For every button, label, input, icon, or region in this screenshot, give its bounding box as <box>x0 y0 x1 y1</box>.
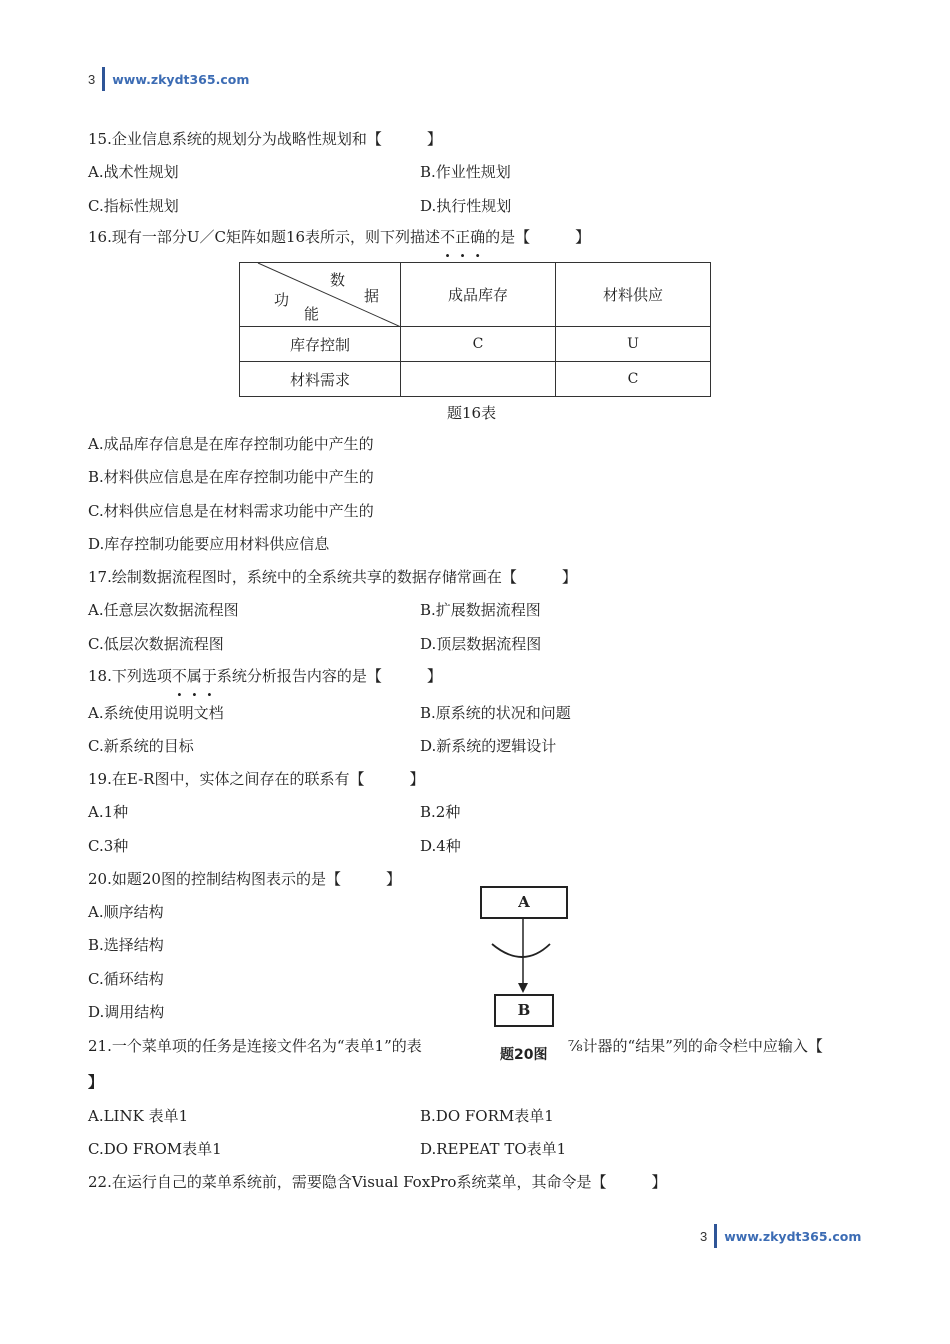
corner-label-data-2: 据 <box>364 287 380 305</box>
q18-option-d: D.新系统的逻辑设计 <box>420 737 557 755</box>
page-footer <box>700 1223 861 1249</box>
table-row <box>240 327 711 362</box>
corner-label-func-2: 能 <box>304 305 320 323</box>
q16-option-c: C.材料供应信息是在材料需求功能中产生的 <box>88 502 374 520</box>
q16-stem-emphasis-3: 确 <box>470 228 486 246</box>
q20-stem: 20.如题20图的控制结构图表示的是【 】 <box>88 870 401 888</box>
q19-option-a: A.1种 <box>88 803 129 821</box>
table-cell: C <box>556 362 711 397</box>
header-divider <box>102 67 105 91</box>
q20-option-b: B.选择结构 <box>88 936 164 954</box>
footer-page-number: 3 <box>700 1228 708 1244</box>
q16-option-b: B.材料供应信息是在库存控制功能中产生的 <box>88 468 374 486</box>
q17-option-c: C.低层次数据流程图 <box>88 635 224 653</box>
q21-stem-right: ⅞计器的“结果”列的命令栏中应输入【 <box>568 1037 823 1055</box>
table-caption: 题16表 <box>447 404 497 422</box>
footer-divider <box>714 1224 717 1248</box>
header-site-link[interactable]: www.zkydt365.com <box>112 71 250 87</box>
q18-option-b: B.原系统的状况和问题 <box>420 704 571 722</box>
q18-stem <box>88 666 442 686</box>
q18-option-a: A.系统使用说明文档 <box>88 704 224 722</box>
corner-label-data-1: 数 <box>330 271 346 289</box>
q15-option-c: C.指标性规划 <box>88 197 179 215</box>
page-header <box>88 66 249 92</box>
q16-stem <box>88 227 590 247</box>
q19-option-d: D.4种 <box>420 837 461 855</box>
q21-option-a: A.LINK 表单1 <box>88 1107 189 1125</box>
q18-stem-post: 系统分析报告内容的是【 】 <box>216 667 442 685</box>
q16-option-d: D.库存控制功能要应用材料供应信息 <box>88 535 330 553</box>
q16-stem-post: 的是【 】 <box>485 228 591 246</box>
q17-option-a: A.任意层次数据流程图 <box>88 601 239 619</box>
table-header-row <box>240 263 711 327</box>
q15-option-b: B.作业性规划 <box>420 163 511 181</box>
q15-option-d: D.执行性规划 <box>420 197 512 215</box>
q17-stem: 17.绘制数据流程图时，系统中的全系统共享的数据存储常画在【 】 <box>88 568 577 586</box>
table-cell: U <box>556 327 711 362</box>
q18-stem-pre: 18.下列选项 <box>88 667 172 685</box>
q17-option-d: D.顶层数据流程图 <box>420 635 542 653</box>
q21-option-b: B.DO FORM表单1 <box>420 1107 554 1125</box>
q22-stem: 22.在运行自己的菜单系统前，需要隐含Visual FoxPro系统菜单，其命令是【 】 <box>88 1173 667 1191</box>
q16-option-a: A.成品库存信息是在库存控制功能中产生的 <box>88 435 374 453</box>
table-cell <box>401 362 556 397</box>
column-header-finished-stock: 成品库存 <box>401 263 556 327</box>
row-label: 材料需求 <box>240 362 401 397</box>
corner-label-func-1: 功 <box>274 291 290 309</box>
q17-option-b: B.扩展数据流程图 <box>420 601 541 619</box>
q15-option-a: A.战术性规划 <box>88 163 179 181</box>
column-header-material-supply: 材料供应 <box>556 263 711 327</box>
table-row <box>240 362 711 397</box>
q16-stem-emphasis-2: 正 <box>455 228 471 246</box>
q15-stem: 15.企业信息系统的规划分为战略性规划和【 】 <box>88 130 442 148</box>
q18-option-c: C.新系统的目标 <box>88 737 194 755</box>
figure-box-b: B <box>494 994 554 1027</box>
row-label: 库存控制 <box>240 327 401 362</box>
header-page-number: 3 <box>88 71 96 87</box>
q18-stem-emphasis-3: 于 <box>201 667 217 685</box>
q19-stem: 19.在E-R图中，实体之间存在的联系有【 】 <box>88 770 425 788</box>
q21-option-c: C.DO FROM表单1 <box>88 1140 222 1158</box>
q16-stem-pre: 16.现有一部分U／C矩阵如题16表所示，则下列描述 <box>88 228 441 246</box>
figure-box-a: A <box>480 886 568 919</box>
q21-stem-left: 21.一个菜单项的任务是连接文件名为“表单1”的表 <box>88 1037 422 1055</box>
q21-option-d: D.REPEAT TO表单1 <box>420 1140 567 1158</box>
q20-option-d: D.调用结构 <box>88 1003 165 1021</box>
q20-option-a: A.顺序结构 <box>88 903 164 921</box>
figure-caption: 题20图 <box>496 1042 551 1066</box>
uc-matrix-table <box>239 262 711 397</box>
q20-option-c: C.循环结构 <box>88 970 164 988</box>
q18-stem-emphasis-2: 属 <box>186 667 202 685</box>
q19-option-c: C.3种 <box>88 837 129 855</box>
table-corner-cell <box>240 263 401 327</box>
footer-site-link[interactable]: www.zkydt365.com <box>724 1228 862 1244</box>
q16-stem-emphasis-1: 不 <box>440 228 456 246</box>
q18-stem-emphasis-1: 不 <box>171 667 187 685</box>
q19-option-b: B.2种 <box>420 803 461 821</box>
table-cell: C <box>401 327 556 362</box>
q21-stem-close: 】 <box>88 1073 104 1091</box>
